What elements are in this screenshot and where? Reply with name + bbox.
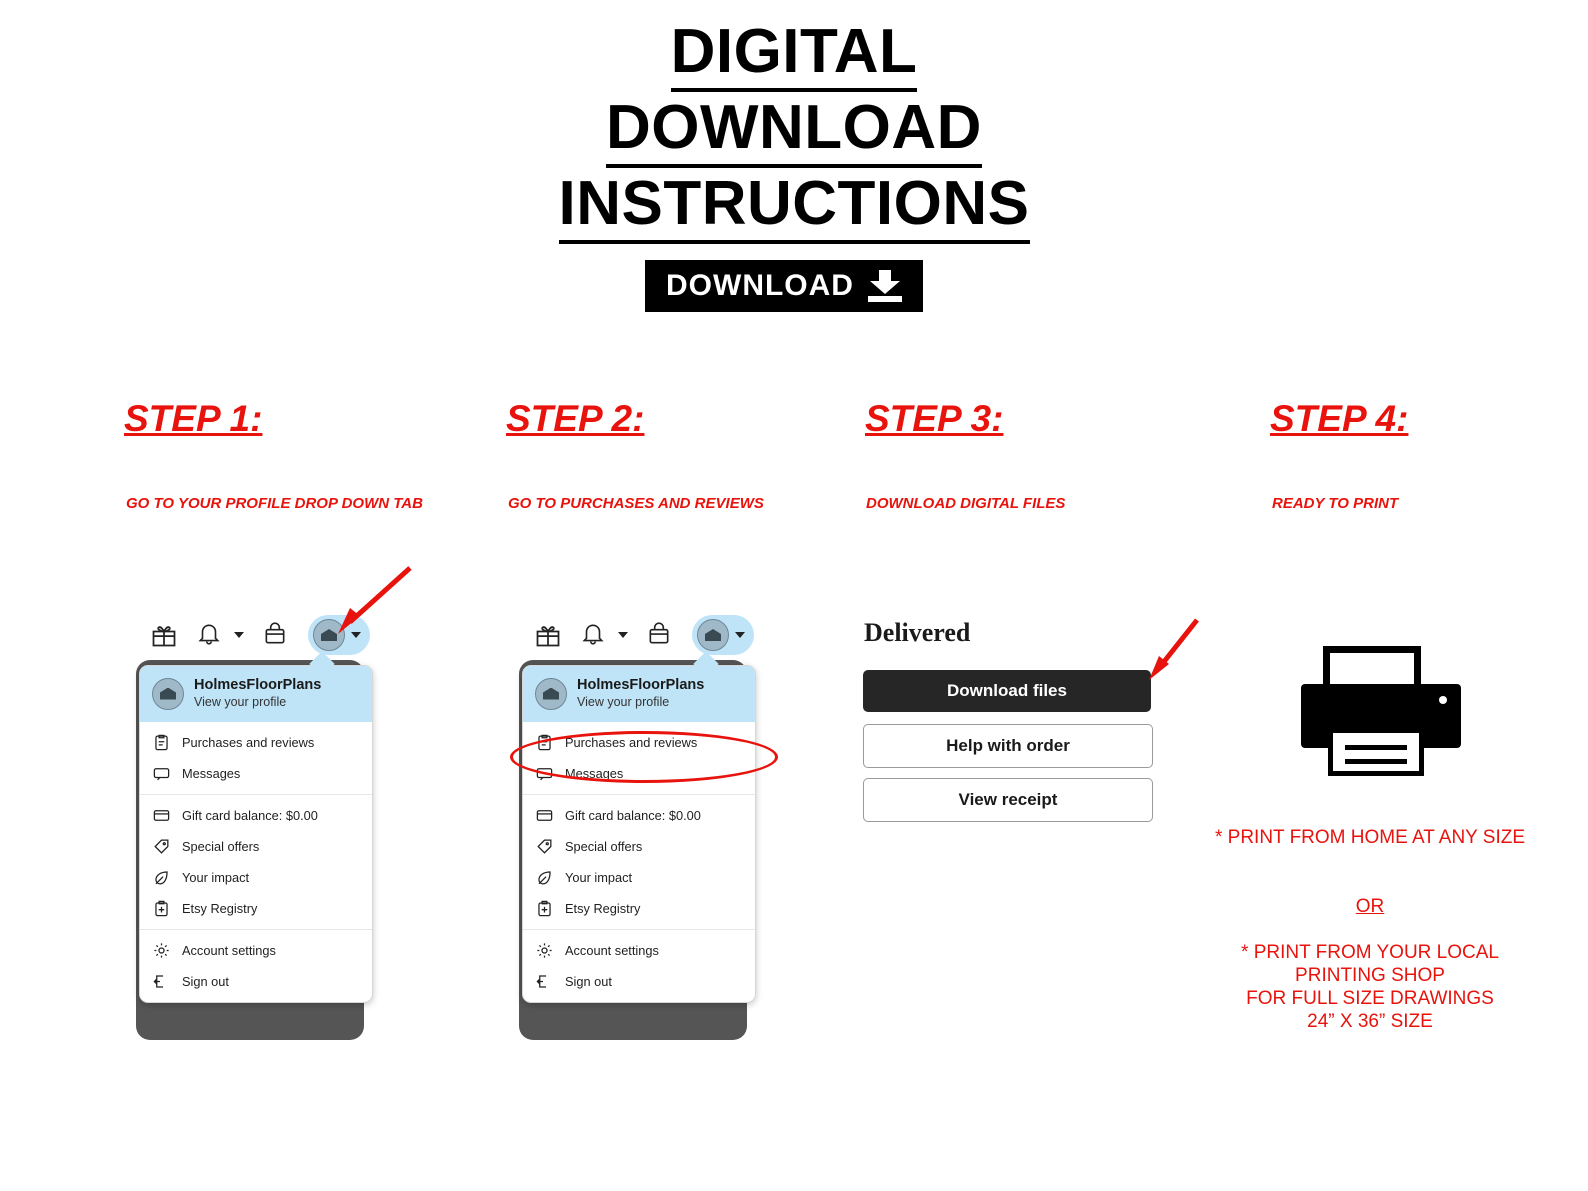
step-1-subtitle: GO TO YOUR PROFILE DROP DOWN TAB xyxy=(126,495,423,512)
menu-item-label: Gift card balance: $0.00 xyxy=(565,808,701,823)
print-note-local-3: FOR FULL SIZE DRAWINGS xyxy=(1246,988,1494,1009)
gift-icon[interactable] xyxy=(150,621,178,649)
view-profile-label: View your profile xyxy=(577,695,670,709)
menu-item-label: Purchases and reviews xyxy=(565,735,698,750)
gear-icon xyxy=(535,941,554,960)
bell-icon[interactable] xyxy=(196,621,224,649)
bell-chevron-down-icon[interactable] xyxy=(618,632,628,638)
avatar-chevron-down-icon[interactable] xyxy=(735,632,745,638)
step-3-subtitle: DOWNLOAD DIGITAL FILES xyxy=(866,495,1066,512)
page-title xyxy=(0,14,1588,242)
gift-icon[interactable] xyxy=(534,621,562,649)
menu-item-label: Gift card balance: $0.00 xyxy=(182,808,318,823)
menu-item-purchases-and-reviews[interactable] xyxy=(140,727,372,758)
step-2-subtitle: GO TO PURCHASES AND REVIEWS xyxy=(508,495,764,512)
cart-icon[interactable] xyxy=(646,621,674,649)
menu-item-sign-out[interactable] xyxy=(140,966,372,997)
card-icon xyxy=(535,806,554,825)
sign-out-icon xyxy=(535,972,554,991)
download-arrow-icon xyxy=(868,270,902,302)
print-note-home: * PRINT FROM HOME AT ANY SIZE xyxy=(1214,827,1526,848)
download-badge xyxy=(645,260,923,312)
menu-item-etsy-registry[interactable] xyxy=(523,893,755,924)
bell-chevron-down-icon[interactable] xyxy=(234,632,244,638)
tag-icon xyxy=(152,837,171,856)
view-receipt-button[interactable]: View receipt xyxy=(863,778,1153,822)
step1-red-arrow-icon xyxy=(330,560,420,640)
view-profile-label: View your profile xyxy=(194,695,287,709)
menu-item-account-settings[interactable] xyxy=(140,935,372,966)
menu-item-label: Sign out xyxy=(182,974,229,989)
title-line-2 xyxy=(0,90,1588,166)
bell-icon[interactable] xyxy=(580,621,608,649)
order-status: Delivered xyxy=(864,618,971,647)
clipboard-icon xyxy=(152,733,171,752)
menu-group-1 xyxy=(140,722,372,794)
avatar-menu-button[interactable] xyxy=(692,615,754,655)
leaf-icon xyxy=(535,868,554,887)
menu-group-2 xyxy=(140,794,372,929)
avatar-icon xyxy=(535,678,567,710)
title-text-1: DIGITAL xyxy=(671,17,918,92)
step-2-heading: STEP 2: xyxy=(506,398,645,439)
print-note-or xyxy=(1205,895,1535,919)
menu-item-account-settings[interactable] xyxy=(523,935,755,966)
printer-icon xyxy=(1301,646,1461,788)
menu-item-label: Your impact xyxy=(182,870,250,885)
step1-profile-menu xyxy=(139,665,373,1003)
menu-item-label: Special offers xyxy=(565,839,643,854)
menu-item-gift-card-balance[interactable] xyxy=(140,800,372,831)
menu-item-your-impact[interactable] xyxy=(140,862,372,893)
menu-item-label: Messages xyxy=(565,766,624,781)
card-icon xyxy=(152,806,171,825)
print-note-local-4: 24” X 36” SIZE xyxy=(1307,1011,1433,1032)
menu-group-3 xyxy=(523,929,755,1002)
step-4-heading: STEP 4: xyxy=(1270,398,1409,439)
step2-highlight-ellipse xyxy=(510,731,778,783)
step3-red-arrow-icon xyxy=(1135,612,1215,692)
step2-profile-menu xyxy=(522,665,756,1003)
step2-toolbar xyxy=(534,615,754,655)
print-note-local-2: PRINTING SHOP xyxy=(1295,965,1445,986)
avatar-icon xyxy=(152,678,184,710)
menu-item-label: Your impact xyxy=(565,870,633,885)
step-3-heading: STEP 3: xyxy=(865,398,1004,439)
message-icon xyxy=(152,764,171,783)
step-1-heading: STEP 1: xyxy=(124,398,263,439)
print-note-or-text: OR xyxy=(1355,896,1385,917)
print-note-local-1: * PRINT FROM YOUR LOCAL xyxy=(1241,942,1499,963)
menu-item-label: Sign out xyxy=(565,974,612,989)
menu-item-gift-card-balance[interactable] xyxy=(523,800,755,831)
menu-item-etsy-registry[interactable] xyxy=(140,893,372,924)
menu-group-3 xyxy=(140,929,372,1002)
avatar-icon xyxy=(697,619,729,651)
title-text-2: DOWNLOAD xyxy=(606,93,982,168)
menu-item-label: Etsy Registry xyxy=(182,901,258,916)
menu-profile-header[interactable] xyxy=(140,666,372,722)
title-text-3: INSTRUCTIONS xyxy=(559,169,1030,244)
menu-item-label: Account settings xyxy=(565,943,659,958)
step-4-subtitle: READY TO PRINT xyxy=(1272,495,1399,512)
shop-name: HolmesFloorPlans xyxy=(577,677,705,693)
menu-item-special-offers[interactable] xyxy=(523,831,755,862)
leaf-icon xyxy=(152,868,171,887)
help-with-order-button[interactable]: Help with order xyxy=(863,724,1153,768)
menu-item-messages[interactable] xyxy=(140,758,372,789)
title-line-1 xyxy=(0,14,1588,90)
menu-profile-header[interactable] xyxy=(523,666,755,722)
menu-group-2 xyxy=(523,794,755,929)
download-files-button[interactable]: Download files xyxy=(863,670,1151,712)
registry-icon xyxy=(152,899,171,918)
menu-item-label: Messages xyxy=(182,766,241,781)
shop-name: HolmesFloorPlans xyxy=(194,677,322,693)
sign-out-icon xyxy=(152,972,171,991)
gear-icon xyxy=(152,941,171,960)
tag-icon xyxy=(535,837,554,856)
menu-item-label: Etsy Registry xyxy=(565,901,641,916)
download-badge-label: DOWNLOAD xyxy=(666,269,854,302)
menu-item-label: Special offers xyxy=(182,839,260,854)
registry-icon xyxy=(535,899,554,918)
menu-item-your-impact[interactable] xyxy=(523,862,755,893)
menu-item-special-offers[interactable] xyxy=(140,831,372,862)
menu-item-sign-out[interactable] xyxy=(523,966,755,997)
menu-item-label: Purchases and reviews xyxy=(182,735,315,750)
cart-icon[interactable] xyxy=(262,621,290,649)
menu-item-label: Account settings xyxy=(182,943,276,958)
title-line-3 xyxy=(0,166,1588,242)
